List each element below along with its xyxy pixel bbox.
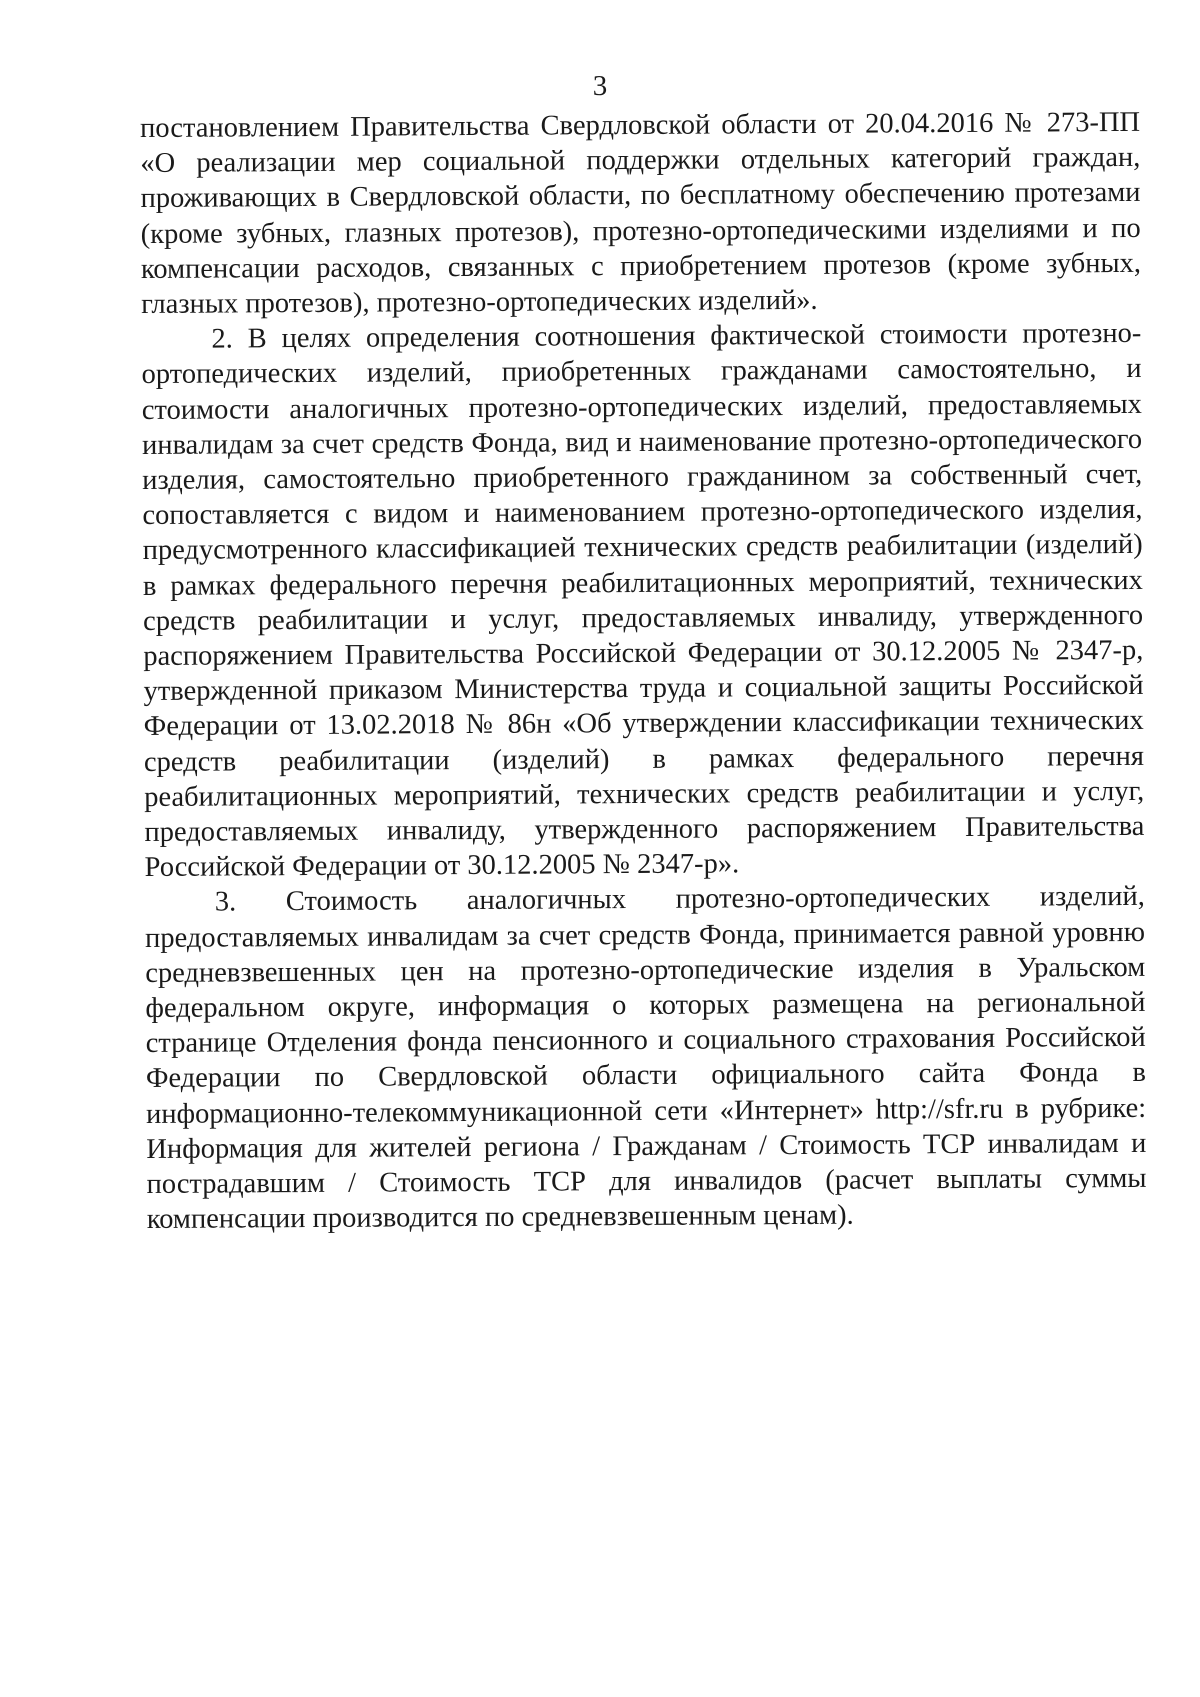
paragraph-item-3: 3. Стоимость аналогичных протезно-ортопедических изделий, предоставляемых инвалидам за счет средств Фонда, принимается равной уровню средневзвешенных цен на протезно-ортопедические изделия в Уральском федеральном округе, информация о которых размещена на региональной странице Отделения фонда пенсионного и социального страхования Российской Федерации по Свердловской области официального сайта Фонда в информационно-телекоммуникационной сети «Интернет» http://sfr.ru в рубрике: Информация для жителей региона / Гражданам / Стоимость ТСР инвалидам и пострадавшим / Стоимость ТСР для инвалидов (расчет выплаты суммы компенсации производится по средневзвешенным ценам). [144, 881, 1147, 1236]
document-body [140, 105, 1147, 1238]
paragraph-continuation: постановлением Правительства Свердловской области от 20.04.2016 № 273-ПП «О реализации мер социальной поддержки отдельных категорий граждан, проживающих в Свердловской области, по бесплатному обеспечению протезами (кроме зубных, глазных протезов), протезно-ортопедическими изделиями и по компенсации расходов, связанных с приобретением протезов (кроме зубных, глазных протезов), протезно-ортопедических изделий». [140, 106, 1142, 321]
paragraph-item-2: 2. В целях определения соотношения фактической стоимости протезно-ортопедических изделий, приобретенных гражданами самостоятельно, и стоимости аналогичных протезно-ортопедических изделий, предоставляемых инвалидам за счет средств Фонда, вид и наименование протезно-ортопедического изделия, самостоятельно приобретенного гражданином за собственный счет, сопоставляется с видом и наименованием протезно-ортопедического изделия, предусмотренного классификацией технических средств реабилитации (изделий) в рамках федерального перечня реабилитационных мероприятий, технических средств реабилитации и услуг, предоставляемых инвалиду, утвержденного распоряжением Правительства Российской Федерации от 30.12.2005 № 2347-р, утвержденной приказом Министерства труда и социальной защиты Российской Федерации от 13.02.2018 № 86н «Об утверждении классификации технических средств реабилитации (изделий) в рамках федерального перечня реабилитационных мероприятий, технических средств реабилитации и услуг, предоставляемых инвалиду, утвержденного распоряжением Правительства Российской Федерации от 30.12.2005 № 2347-р». [141, 318, 1145, 884]
page-number: 3 [592, 70, 608, 102]
